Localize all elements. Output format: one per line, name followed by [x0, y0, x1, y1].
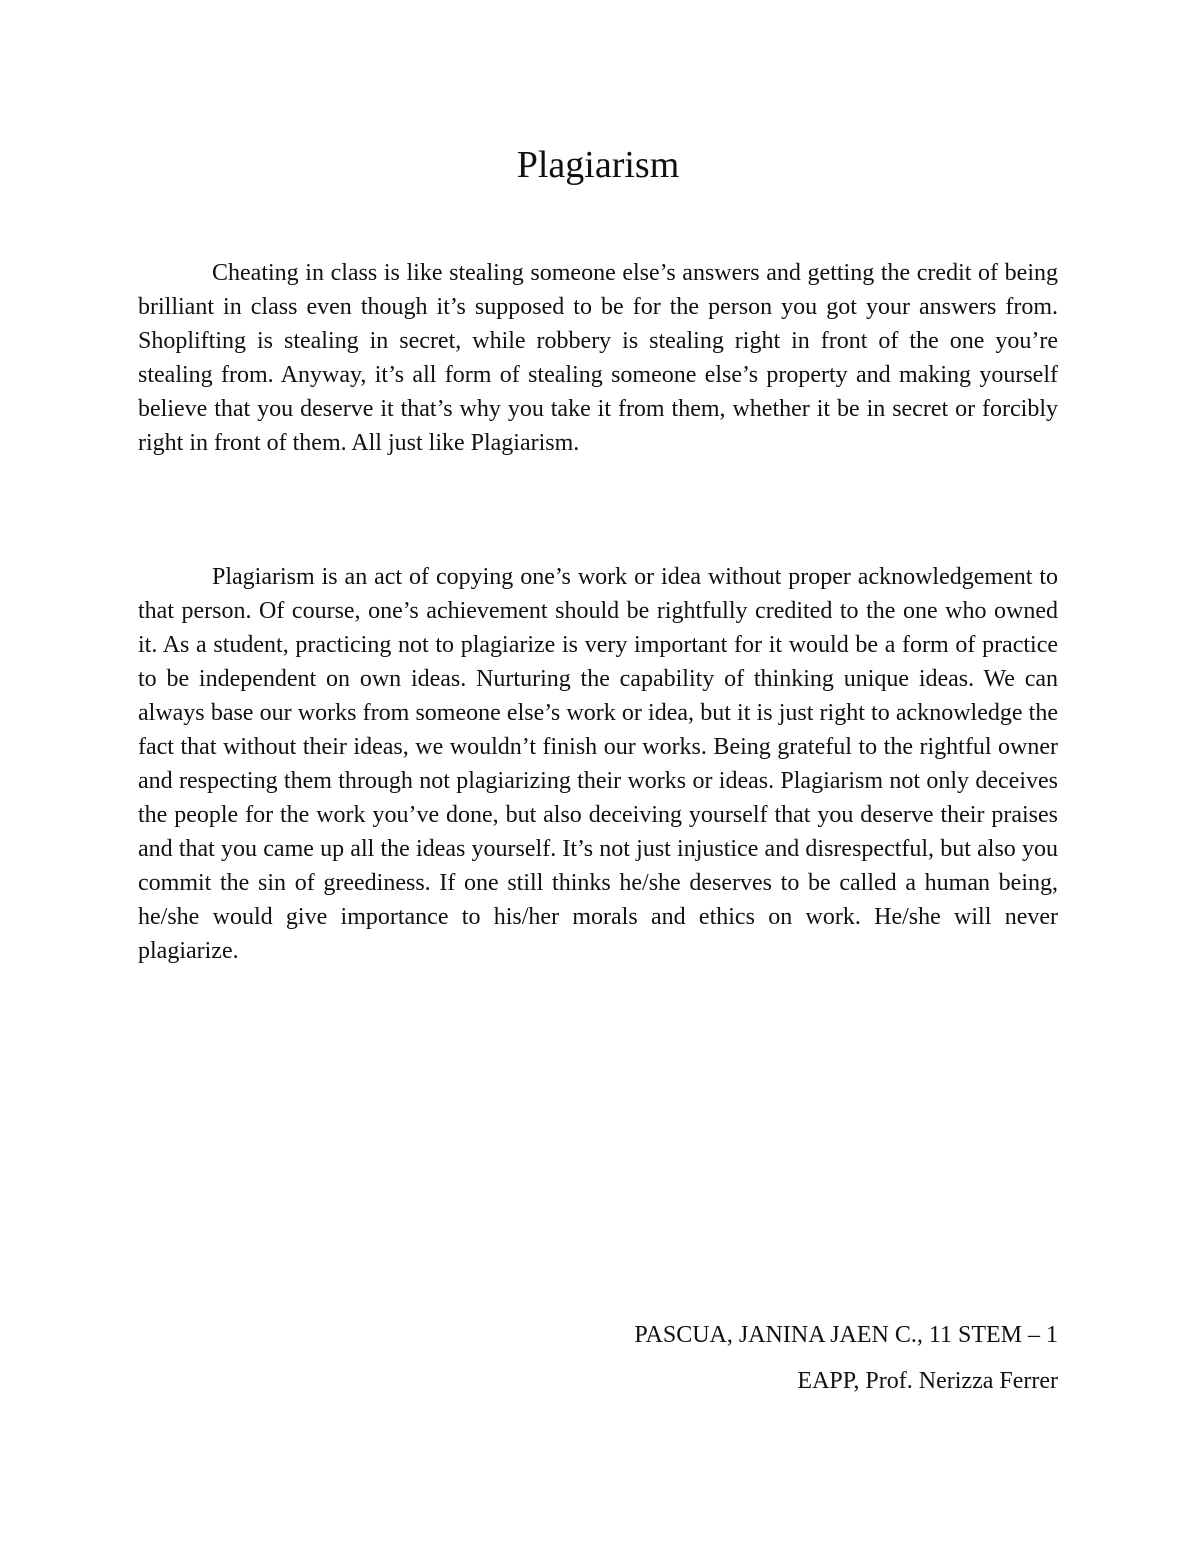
- document-title: Plagiarism: [516, 144, 680, 186]
- course-line: EAPP, Prof. Nerizza Ferrer: [797, 1368, 1058, 1394]
- paragraph-cheating: Cheating in class is like stealing someone else’s answers and getting the credit of being brilliant in class even though it’s supposed to be for the person you got your answers from. Shoplifting is stealing in secret, while robbery is stealing right in front of the one you’re stealing from. Anyway, it’s all form of stealing someone else’s property and making yourself believe that you deserve it that’s why you take it from them, whether it be in secret or forcibly right in front of them. All just like Plagiarism.: [138, 260, 1058, 456]
- paragraph-plagiarism-definition: Plagiarism is an act of copying one’s work or idea without proper acknowledgement to that person. Of course, one’s achievement should be rightfully credited to the one who owned it. As a student, practicing not to plagiarize is very important for it would be a form of practice to be independent on own ideas. Nurturing the capability of thinking unique ideas. We can always base our works from someone else’s work or idea, but it is just right to acknowledge the fact that without their ideas, we wouldn’t finish our works. Being grateful to the rightful owner and respecting them through not plagiarizing their works or ideas. Plagiarism not only deceives the people for the work you’ve done, but also deceiving yourself that you deserve their praises and that you came up all the ideas yourself. It’s not just injustice and disrespectful, but also you commit the sin of greediness. If one still thinks he/she deserves to be called a human being, he/she would give importance to his/her morals and ethics on work. He/she will never plagiarize.: [138, 564, 1058, 964]
- author-line: PASCUA, JANINA JAEN C., 11 STEM – 1: [634, 1322, 1058, 1348]
